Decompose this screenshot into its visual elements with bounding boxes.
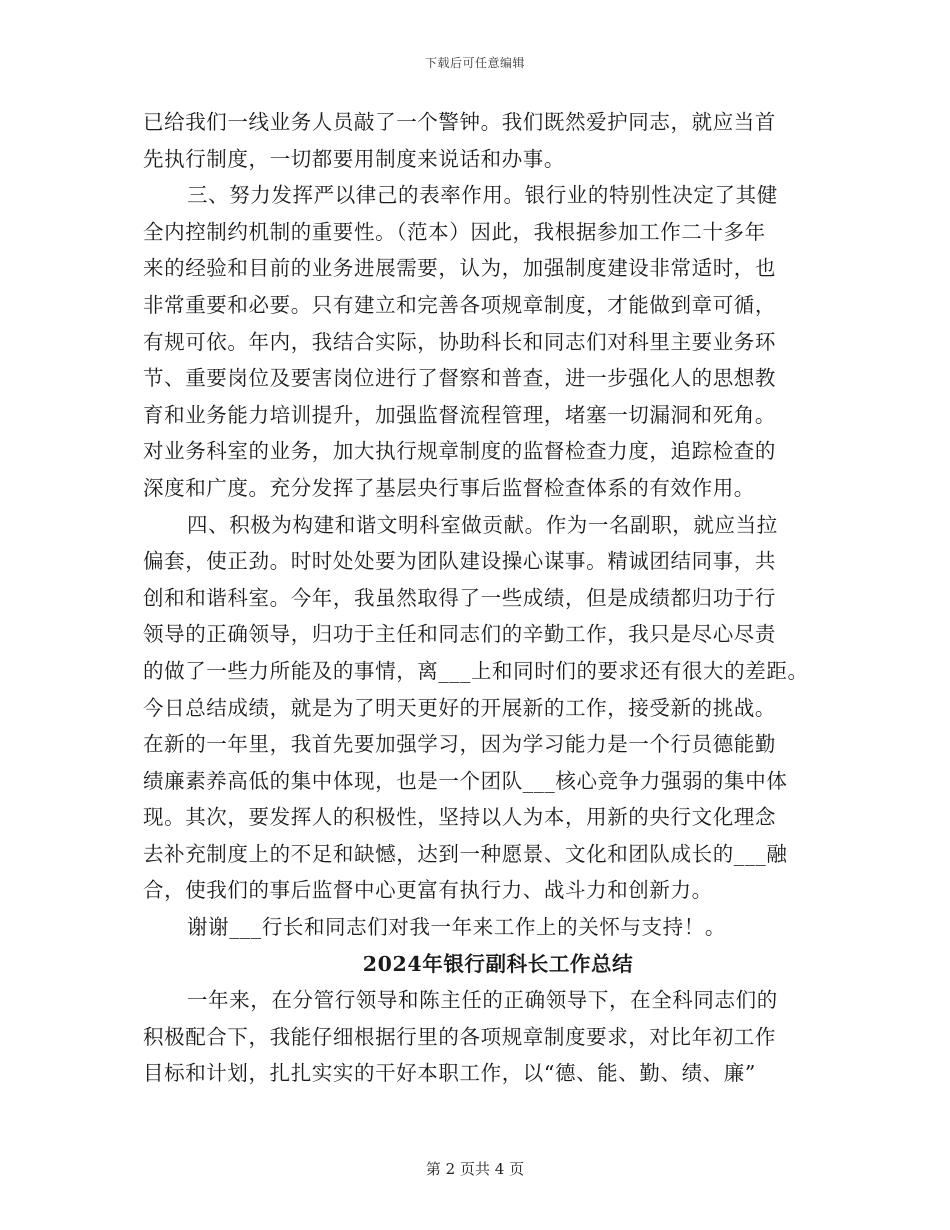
text-line: 已给我们一线业务人员敲了一个警钟。我们既然爱护同志，就应当首: [143, 110, 776, 134]
text-line: 领导的正确领导，归功于主任和同志们的辛勤工作，我只是尽心尽责: [143, 622, 776, 647]
text-line: 绩廉素养高低的集中体现，也是一个团队___核心竞争力强弱的集中体: [143, 768, 788, 793]
download-edit-note: 下载后可任意编辑: [424, 56, 525, 70]
text-line: 的做了一些力所能及的事情，离___上和同时们的要求还有很大的差距。: [143, 658, 809, 683]
text-line: 来的经验和目前的业务进展需要，认为，加强制度建设非常适时，也: [143, 256, 776, 281]
section-title: 2024年银行副科长工作总结: [362, 951, 634, 976]
text-line: 目标和计划，扎扎实实的干好本职工作，以“德、能、勤、绩、廉”: [143, 1061, 756, 1086]
text-line: 积极配合下，我能仔细根据行里的各项规章制度要求，对比年初工作: [143, 1024, 776, 1049]
text-line: 对业务科室的业务，加大执行规章制度的监督检查力度，追踪检查的: [143, 439, 776, 464]
text-line: 有规可依。年内，我结合实际，协助科长和同志们对科里主要业务环: [143, 329, 776, 354]
text-line: 三、努力发挥严以律己的表率作用。银行业的特别性决定了其健: [187, 183, 778, 208]
text-line: 创和和谐科室。今年，我虽然取得了一些成绩，但是成绩都归功于行: [143, 585, 776, 610]
text-line: 合，使我们的事后监督中心更富有执行力、战斗力和创新力。: [143, 878, 713, 903]
text-line: 一年来，在分管行领导和陈主任的正确领导下，在全科同志们的: [187, 988, 778, 1013]
text-line: 四、积极为构建和谐文明科室做贡献。作为一名副职，就应当拉: [187, 512, 778, 537]
text-line: 在新的一年里，我首先要加强学习，因为学习能力是一个行员德能勤: [143, 732, 776, 757]
text-line: 先执行制度，一切都要用制度来说话和办事。: [143, 146, 565, 171]
page-number: 第 2 页共 4 页: [425, 1160, 525, 1178]
text-line: 今日总结成绩，就是为了明天更好的开展新的工作，接受新的挑战。: [143, 695, 776, 720]
text-line: 节、重要岗位及要害岗位进行了督察和普查，进一步强化人的思想教: [143, 366, 776, 391]
document-body: [143, 104, 823, 1092]
text-line: 全内控制约机制的重要性。（范本）因此，我根据参加工作二十多年: [143, 219, 766, 244]
text-line: 现。其次，要发挥人的积极性，坚持以人为本，用新的央行文化理念: [143, 805, 776, 830]
text-line: 去补充制度上的不足和缺憾，达到一种愿景、文化和团队成长的___融: [143, 841, 788, 866]
text-line: 育和业务能力培训提升，加强监督流程管理，堵塞一切漏洞和死角。: [143, 402, 776, 427]
text-line: 偏套，使正劲。时时处处要为团队建设操心谋事。精诚团结同事，共: [143, 549, 776, 574]
text-line: 非常重要和必要。只有建立和完善各项规章制度，才能做到章可循，: [143, 292, 776, 317]
text-line: 谢谢___行长和同志们对我一年来工作上的关怀与支持！。: [187, 915, 726, 940]
text-line: 深度和广度。充分发挥了基层央行事后监督检查体系的有效作用。: [143, 475, 755, 500]
